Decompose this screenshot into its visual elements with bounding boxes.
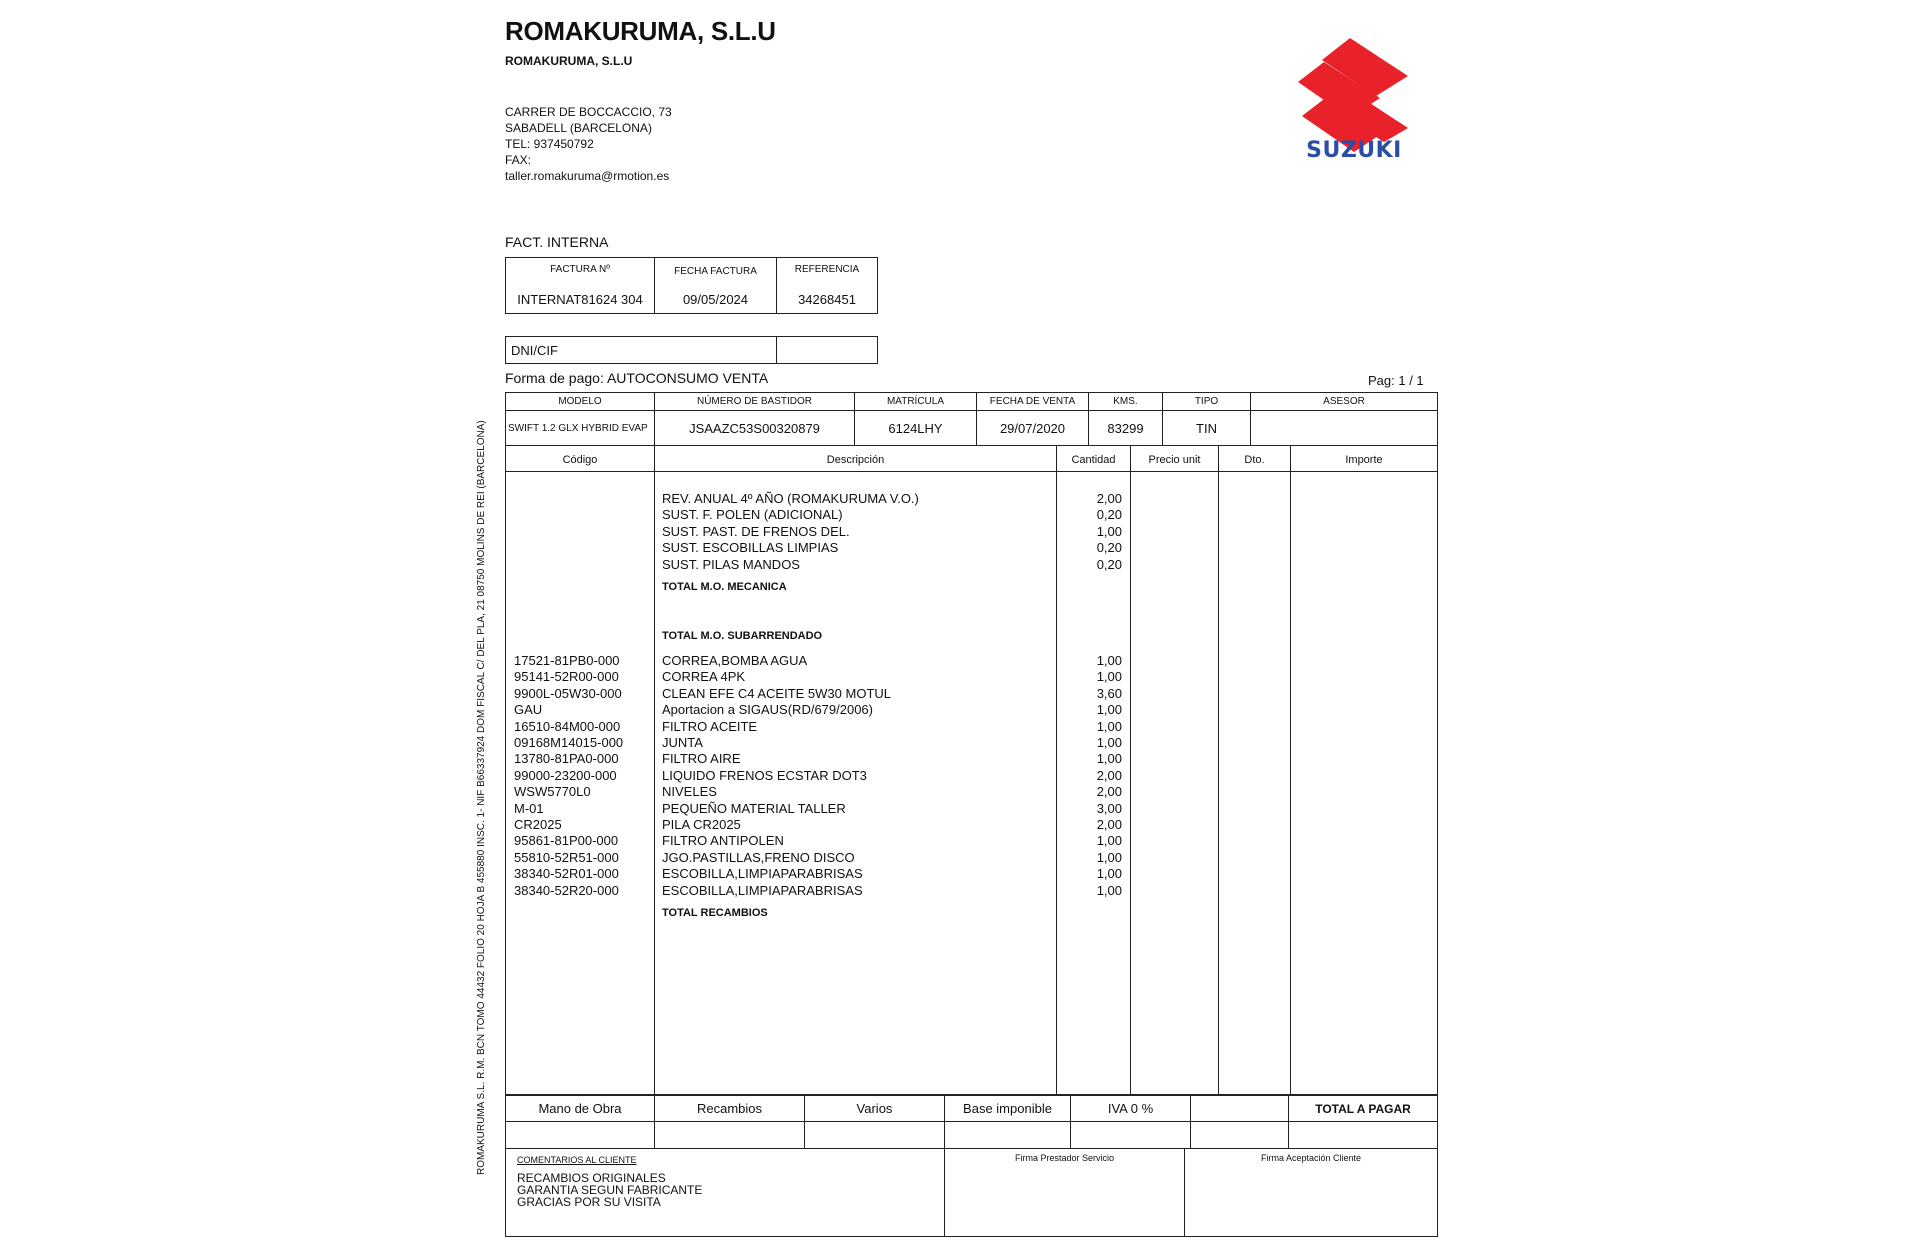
vehicle-type-cell [1163,393,1251,445]
labour-line-quantity: 2,00 [1096,491,1122,506]
part-line-description: LIQUIDO FRENOS ECSTAR DOT3 [662,767,867,783]
labour-line-description: SUST. PILAS MANDOS [662,556,800,572]
part-line-description: ESCOBILLA,LIMPIAPARABRISAS [662,866,863,882]
part-line-quantity: 1,00 [1096,882,1122,898]
part-line-quantity: 1,00 [1096,866,1122,882]
description-column-body [655,472,1056,1094]
document-type: FACT. INTERNA [505,234,609,250]
part-line-description: Aportacion a SIGAUS(RD/679/2006) [662,702,873,718]
totals-table [505,1095,1438,1149]
part-line-description: PEQUEÑO MATERIAL TALLER [662,800,846,816]
part-line-code: 99000-23200-000 [514,767,617,783]
part-line-quantity: 1,00 [1096,849,1122,865]
invoice-date: 09/05/2024 [682,292,749,307]
part-line-code: 38340-52R20-000 [514,882,619,898]
grand-total-cell [1289,1096,1437,1148]
invoice-date-cell [655,258,777,313]
code-column [506,446,655,1094]
part-line-code: CR2025 [514,817,562,832]
total-recambios-label: TOTAL RECAMBIOS [662,907,768,919]
vehicle-model: SWIFT 1.2 GLX HYBRID EVAP [508,423,648,434]
part-line-quantity: 2,00 [1096,784,1122,800]
address-line: CARRER DE BOCCACCIO, 73 [505,105,672,119]
invoice-number-label: FACTURA Nº [550,264,610,275]
vehicle-advisor-cell [1251,393,1437,445]
invoice-reference-label: REFERENCIA [794,264,860,275]
parts-total-header: Recambios [655,1096,804,1122]
labour-line-quantity: 0,20 [1096,540,1122,556]
misc-total-cell [805,1096,945,1148]
part-line-code: 55810-52R51-000 [514,849,619,865]
dni-label: DNI/CIF [506,337,777,363]
part-line-description: CORREA 4PK [662,669,746,685]
labour-line-quantity: 0,20 [1096,556,1122,572]
tax-base-header: Base imponible [945,1096,1070,1122]
comment-line: GRACIAS POR SU VISITA [517,1195,661,1209]
part-line-description: ESCOBILLA,LIMPIAPARABRISAS [662,882,863,898]
part-line-quantity: 3,60 [1096,685,1122,701]
unit-price-header: Precio unit [1131,446,1218,472]
company-subname: ROMAKURUMA, S.L.U [505,54,633,68]
vehicle-vin-header: NÚMERO DE BASTIDOR [655,393,854,411]
company-name: ROMAKURUMA, S.L.U [505,16,776,46]
comments-cell [506,1149,945,1236]
vat-header: IVA 0 % [1071,1096,1190,1122]
invoice-info-box [505,257,878,314]
total-mo-subarrendado-label: TOTAL M.O. SUBARRENDADO [662,630,823,642]
dni-value [777,337,877,363]
part-line-quantity: 1,00 [1096,718,1122,734]
misc-total-header: Varios [805,1096,944,1122]
description-column [655,446,1057,1094]
tax-base-cell [945,1096,1071,1148]
quantity-column [1057,446,1131,1094]
client-signature-cell [1185,1149,1437,1236]
invoice-number-cell [506,258,655,313]
parts-total-cell [655,1096,805,1148]
part-line-quantity: 1,00 [1096,653,1122,668]
vehicle-model-cell [506,393,655,445]
part-line-code: GAU [514,702,543,718]
vehicle-sale-date-cell [977,393,1089,445]
vehicle-model-header: MODELO [506,393,654,411]
client-signature-label: Firma Aceptación Cliente [1260,1153,1362,1163]
part-line-description: FILTRO AIRE [662,751,741,767]
part-line-description: FILTRO ACEITE [662,718,758,734]
part-line-code: M-01 [514,800,544,816]
provider-signature-cell [945,1149,1185,1236]
part-line-code: 95861-81P00-000 [514,833,619,849]
company-address [505,104,672,184]
registry-side-text: ROMAKURUMA S.L. R.M. BCN TOMO 44432 FOLIO 20 HOJA B 455880 INSC. 1- NIF B66337924 DOM FISCAL C/ DEL PLA, 21 08750 MOLINS DE REI (BARCELONA) [476,420,487,1175]
part-line-quantity: 2,00 [1096,767,1122,783]
comments-label: COMENTARIOS AL CLIENTE [517,1155,637,1165]
labour-total-cell [506,1096,655,1148]
labour-line-description: SUST. F. POLEN (ADICIONAL) [662,507,843,523]
vehicle-advisor [1251,411,1437,421]
page-number: Pag: 1 / 1 [1368,373,1424,388]
code-column-body [506,472,654,1094]
part-line-code: 16510-84M00-000 [514,718,621,734]
vehicle-table [505,392,1438,446]
part-line-quantity: 1,00 [1096,735,1122,750]
part-line-quantity: 1,00 [1096,833,1122,849]
unit-price-column [1131,446,1219,1094]
part-line-quantity: 1,00 [1096,751,1122,767]
part-line-code: 13780-81PA0-000 [514,751,619,767]
labour-total-header: Mano de Obra [506,1096,654,1122]
address-line: FAX: [505,153,532,167]
address-line: taller.romakuruma@rmotion.es [505,169,670,183]
discount-header: Dto. [1219,446,1290,472]
labour-line-description: REV. ANUAL 4º AÑO (ROMAKURUMA V.O.) [662,491,919,506]
part-line-description: CLEAN EFE C4 ACEITE 5W30 MOTUL [662,685,892,701]
quantity-column-body [1057,472,1130,1094]
total-mo-mecanica-label: TOTAL M.O. MECANICA [662,581,787,593]
invoice-number: INTERNAT81624 304 [517,292,643,307]
vehicle-type-header: TIPO [1163,393,1250,411]
brand-name: SUZUKI [1306,138,1402,163]
footer-box [505,1149,1438,1237]
grand-total-header: TOTAL A PAGAR [1289,1096,1437,1122]
discount-column [1219,446,1291,1094]
part-line-description: PILA CR2025 [662,817,741,832]
dni-box [505,336,878,364]
vehicle-vin-cell [655,393,855,445]
address-line: TEL: 937450792 [505,137,594,151]
vehicle-kms-cell [1089,393,1163,445]
invoice-lines-table [505,446,1438,1095]
blank-total-cell [1191,1096,1289,1148]
invoice-date-label: FECHA FACTURA [674,266,757,277]
vehicle-advisor-header: ASESOR [1251,393,1437,411]
labour-line-description: SUST. PAST. DE FRENOS DEL. [662,523,850,539]
vehicle-kms-header: KMS. [1089,393,1162,411]
labour-line-quantity: 0,20 [1096,507,1122,523]
invoice-reference-cell [777,258,877,313]
part-line-quantity: 1,00 [1096,702,1122,718]
part-line-description: JGO.PASTILLAS,FRENO DISCO [662,849,855,865]
part-line-description: FILTRO ANTIPOLEN [662,833,784,849]
part-line-code: 9900L-05W30-000 [514,685,622,701]
comments-text [517,1172,702,1208]
amount-header: Importe [1291,446,1437,472]
part-line-quantity: 3,00 [1096,800,1122,816]
labour-line-quantity: 1,00 [1096,523,1122,539]
comment-line: RECAMBIOS ORIGINALES [517,1171,666,1185]
vehicle-kms: 83299 [1107,421,1144,436]
vehicle-plate-header: MATRÍCULA [855,393,976,411]
part-line-code: 38340-52R01-000 [514,866,619,882]
invoice-reference: 34268451 [798,292,856,307]
part-line-quantity: 1,00 [1096,669,1122,685]
part-line-description: CORREA,BOMBA AGUA [662,653,808,668]
vehicle-type: TIN [1196,421,1217,436]
blank-total-header [1191,1096,1288,1122]
payment-method: Forma de pago: AUTOCONSUMO VENTA [505,370,769,386]
comment-line: GARANTIA SEGUN FABRICANTE [517,1183,703,1197]
address-line: SABADELL (BARCELONA) [505,121,652,135]
vehicle-vin: JSAAZC53S00320879 [689,421,820,436]
quantity-header: Cantidad [1057,446,1130,472]
part-line-description: NIVELES [662,784,717,800]
code-header: Código [506,446,654,472]
amount-column [1291,446,1437,1094]
part-line-code: 17521-81PB0-000 [514,653,620,668]
provider-signature-label: Firma Prestador Servicio [1014,1153,1115,1163]
vehicle-sale-date-header: FECHA DE VENTA [977,393,1088,411]
part-line-description: JUNTA [662,735,703,750]
part-line-code: WSW5770L0 [514,784,591,800]
vehicle-plate: 6124LHY [888,421,943,436]
vat-cell [1071,1096,1191,1148]
labour-line-description: SUST. ESCOBILLAS LIMPIAS [662,540,839,556]
vehicle-plate-cell [855,393,977,445]
part-line-code: 09168M14015-000 [514,735,624,750]
part-line-quantity: 2,00 [1096,817,1122,832]
vehicle-sale-date: 29/07/2020 [999,421,1066,436]
description-header: Descripción [655,446,1056,472]
part-line-code: 95141-52R00-000 [514,669,619,685]
